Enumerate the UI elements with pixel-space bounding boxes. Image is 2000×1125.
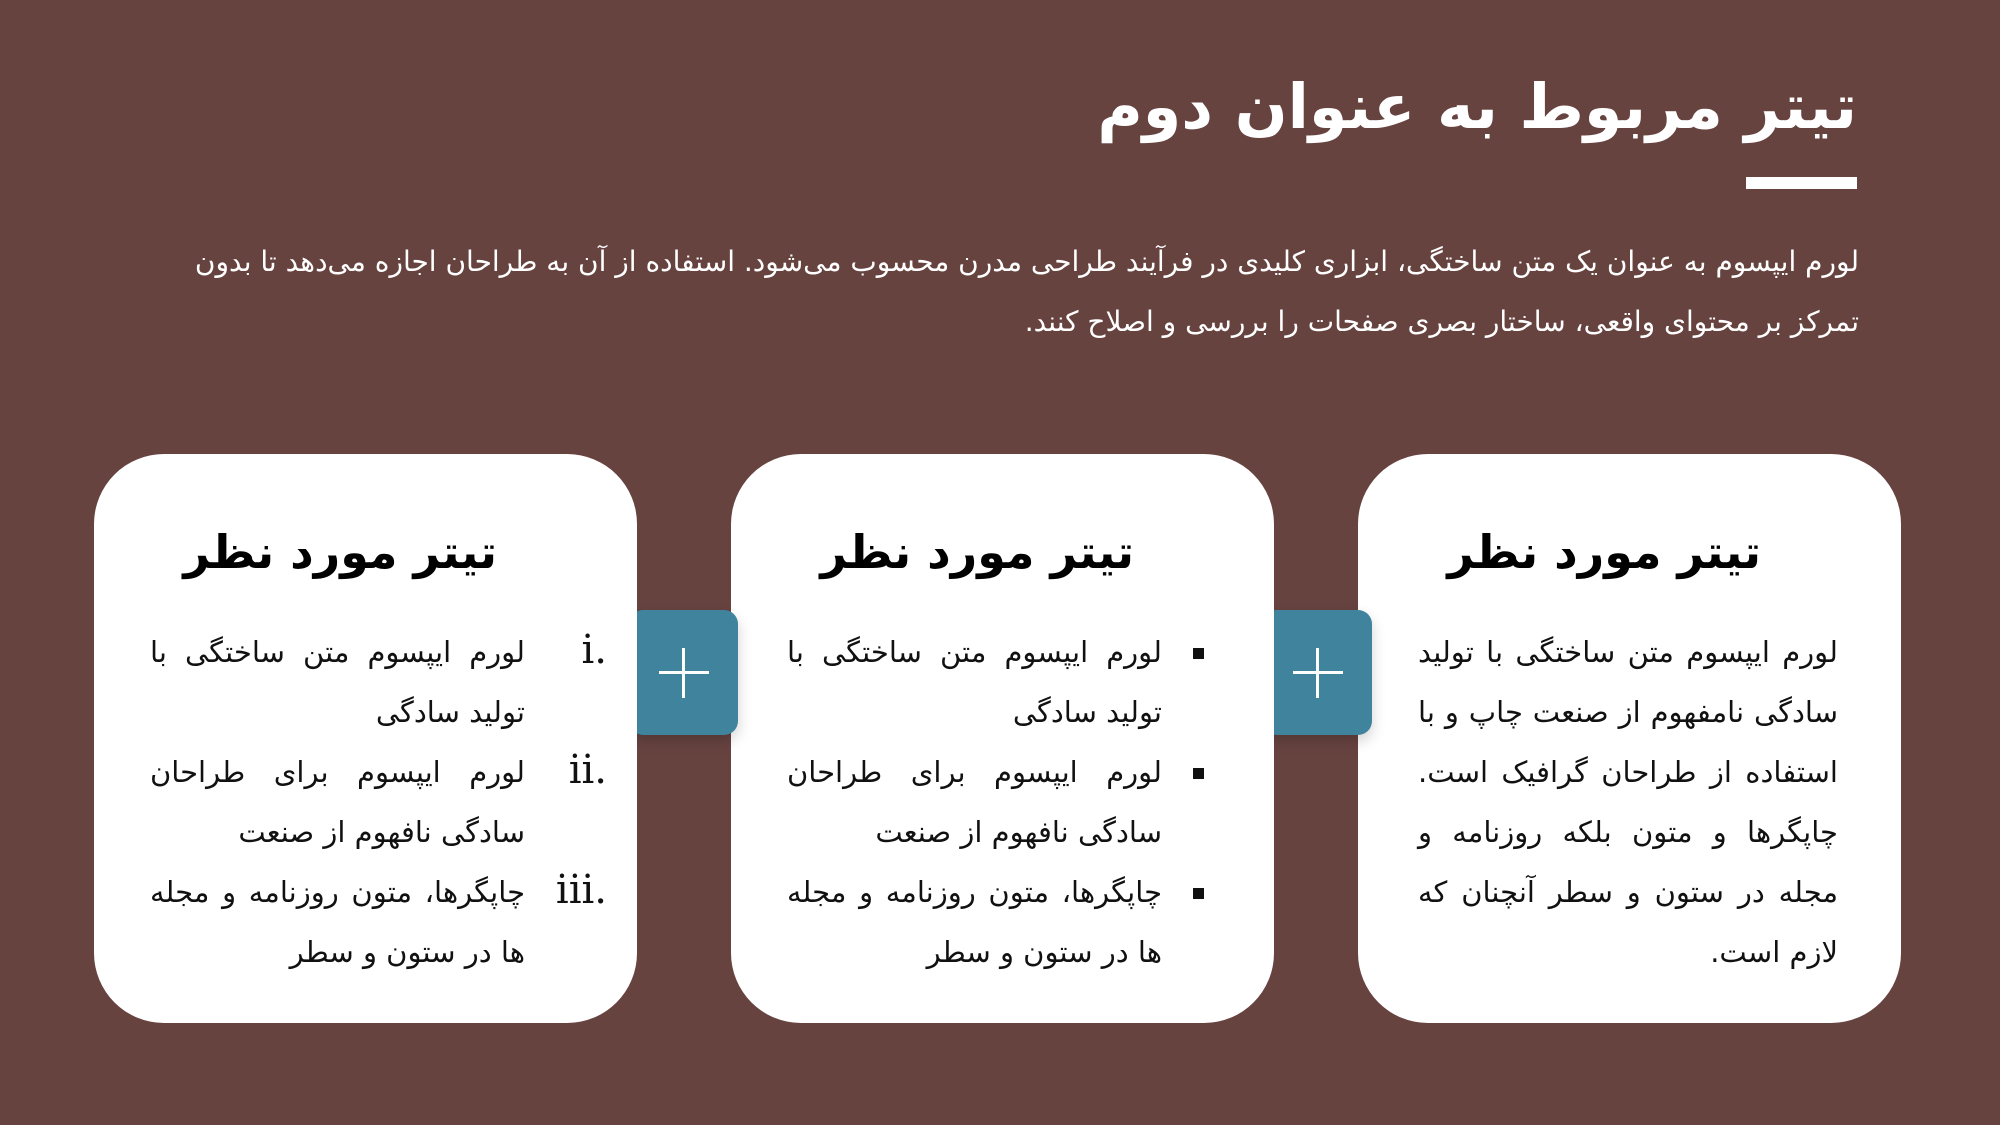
- list-marker: ii.: [568, 747, 607, 793]
- slide-title: تیتر مربوط به عنوان دوم: [1097, 70, 1857, 143]
- title-underline: [1746, 177, 1857, 189]
- square-bullet-icon: [1193, 768, 1204, 779]
- list-item: [787, 742, 1162, 862]
- list-item-text: چاپگرها، متون روزنامه و مجله ها در ستون و سطر: [787, 875, 1162, 969]
- list-item-text: لورم ایپسوم برای طراحان سادگی نافهوم از صنعت: [150, 755, 525, 849]
- list-item: [787, 622, 1162, 742]
- list-item: [150, 862, 607, 982]
- card-title: تیتر مورد نظر: [820, 525, 1134, 579]
- list-marker: iii.: [555, 867, 607, 913]
- list-item-text: لورم ایپسوم متن ساختگی با تولید سادگی: [787, 635, 1162, 729]
- list-item-text: چاپگرها، متون روزنامه و مجله ها در ستون و سطر: [150, 875, 525, 969]
- list-marker: i.: [581, 627, 607, 673]
- numbered-list: [150, 622, 607, 982]
- card-title: تیتر مورد نظر: [183, 525, 497, 579]
- list-item: [150, 742, 607, 862]
- bullet-list: [787, 622, 1162, 982]
- list-item-text: لورم ایپسوم برای طراحان سادگی نافهوم از صنعت: [787, 755, 1162, 849]
- add-button[interactable]: [1263, 610, 1372, 735]
- card-numbered-list: [94, 454, 637, 1023]
- add-button[interactable]: [629, 610, 738, 735]
- card-title: تیتر مورد نظر: [1447, 525, 1761, 579]
- square-bullet-icon: [1193, 888, 1204, 899]
- intro-paragraph: لورم ایپسوم به عنوان یک متن ساختگی، ابزاری کلیدی در فرآیند طراحی مدرن محسوب می‌شود. استفاده از آن به طراحان اجازه می‌دهد تا بدون تمرکز بر محتوای واقعی، ساختار بصری صفحات را بررسی و اصلاح کنند.: [194, 245, 1859, 338]
- card-paragraph: [1358, 454, 1901, 1023]
- list-item: [787, 862, 1162, 982]
- card-body-text: لورم ایپسوم متن ساختگی با تولید سادگی نامفهوم از صنعت چاپ و با استفاده از طراحان گرافیک است. چاپگرها و متون بلکه روزنامه و مجله در ستون و سطر آنچنان که لازم است.: [1418, 635, 1838, 969]
- list-item-text: لورم ایپسوم متن ساختگی با تولید سادگی: [150, 635, 525, 729]
- card-bullet-list: [731, 454, 1274, 1023]
- list-item: [150, 622, 607, 742]
- square-bullet-icon: [1193, 648, 1204, 659]
